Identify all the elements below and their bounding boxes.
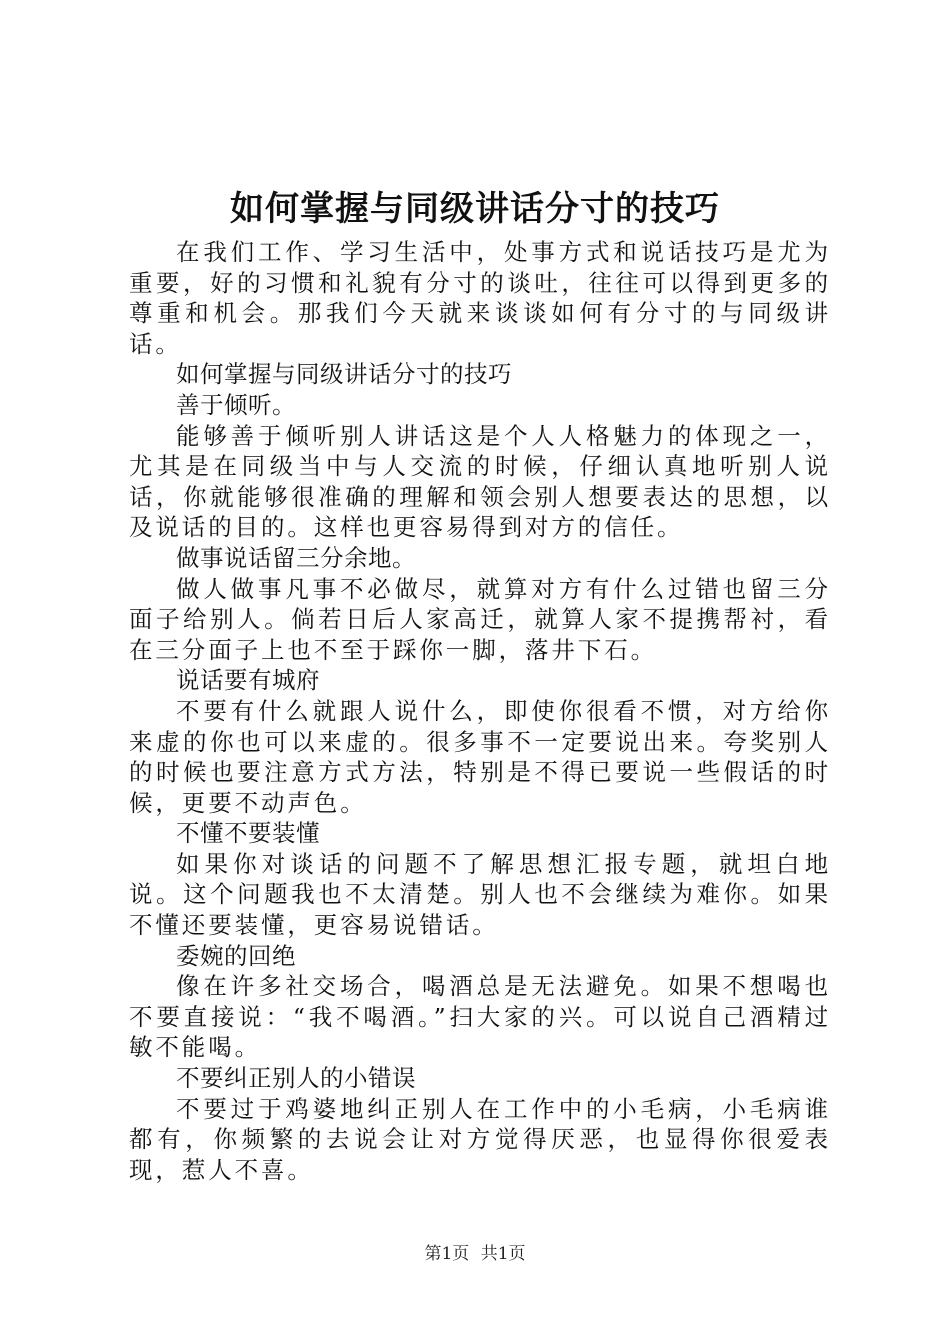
section-heading-mistakes: 不要纠正别人的小错误 xyxy=(176,1064,416,1093)
paragraph-decline: 像在许多社交场合，喝酒总是无法避免。如果不想喝也不要直接说：“我不喝酒。”扫大家的兴。可以说自己酒精过敏不能喝。 xyxy=(129,972,831,1062)
paragraph-leeway: 做人做事凡事不必做尽，就算对方有什么过错也留三分面子给别人。倘若日后人家高迁，就算人家不提携帮衬，看在三分面子上也不至于踩你一脚，落井下石。 xyxy=(129,574,831,664)
paragraph-discretion: 不要有什么就跟人说什么，即使你很看不惯，对方给你来虚的你也可以来虚的。很多事不一定要说出来。夸奖别人的时候也要注意方式方法，特别是不得已要说一些假话的时候，更要不动声色。 xyxy=(129,696,831,817)
document-body xyxy=(129,237,831,1185)
section-heading-discretion: 说话要有城府 xyxy=(176,666,320,695)
paragraph-mistakes: 不要过于鸡婆地纠正别人在工作中的小毛病，小毛病谁都有，你频繁的去说会让对方觉得厌恶，也显得你很爱表现，惹人不喜。 xyxy=(129,1094,831,1184)
section-heading-honesty: 不懂不要装懂 xyxy=(176,819,320,848)
document-title: 如何掌握与同级讲话分寸的技巧 xyxy=(230,189,720,229)
paragraph-listen: 能够善于倾听别人讲话这是个人人格魅力的体现之一，尤其是在同级当中与人交流的时候，仔细认真地听别人说话，你就能够很准确的理解和领会别人想要表达的思想，以及说话的目的。这样也更容易得到对方的信任。 xyxy=(129,421,831,542)
section-heading-main: 如何掌握与同级讲话分寸的技巧 xyxy=(176,360,512,389)
page-total: 共1页 xyxy=(480,1244,526,1264)
paragraph-honesty: 如果你对谈话的问题不了解思想汇报专题，就坦白地说。这个问题我也不太清楚。别人也不会继续为难你。如果不懂还要装懂，更容易说错话。 xyxy=(129,849,831,940)
page-number: 第1页 xyxy=(424,1244,470,1264)
section-heading-decline: 委婉的回绝 xyxy=(176,941,296,970)
section-heading-listen: 善于倾听。 xyxy=(176,390,296,419)
paragraph-intro: 在我们工作、学习生活中，处事方式和说话技巧是尤为重要，好的习惯和礼貌有分寸的谈吐，往往可以得到更多的尊重和机会。那我们今天就来谈谈如何有分寸的与同级讲话。 xyxy=(129,238,831,358)
section-heading-leeway: 做事说话留三分余地。 xyxy=(176,543,416,572)
page-footer xyxy=(0,1242,950,1266)
